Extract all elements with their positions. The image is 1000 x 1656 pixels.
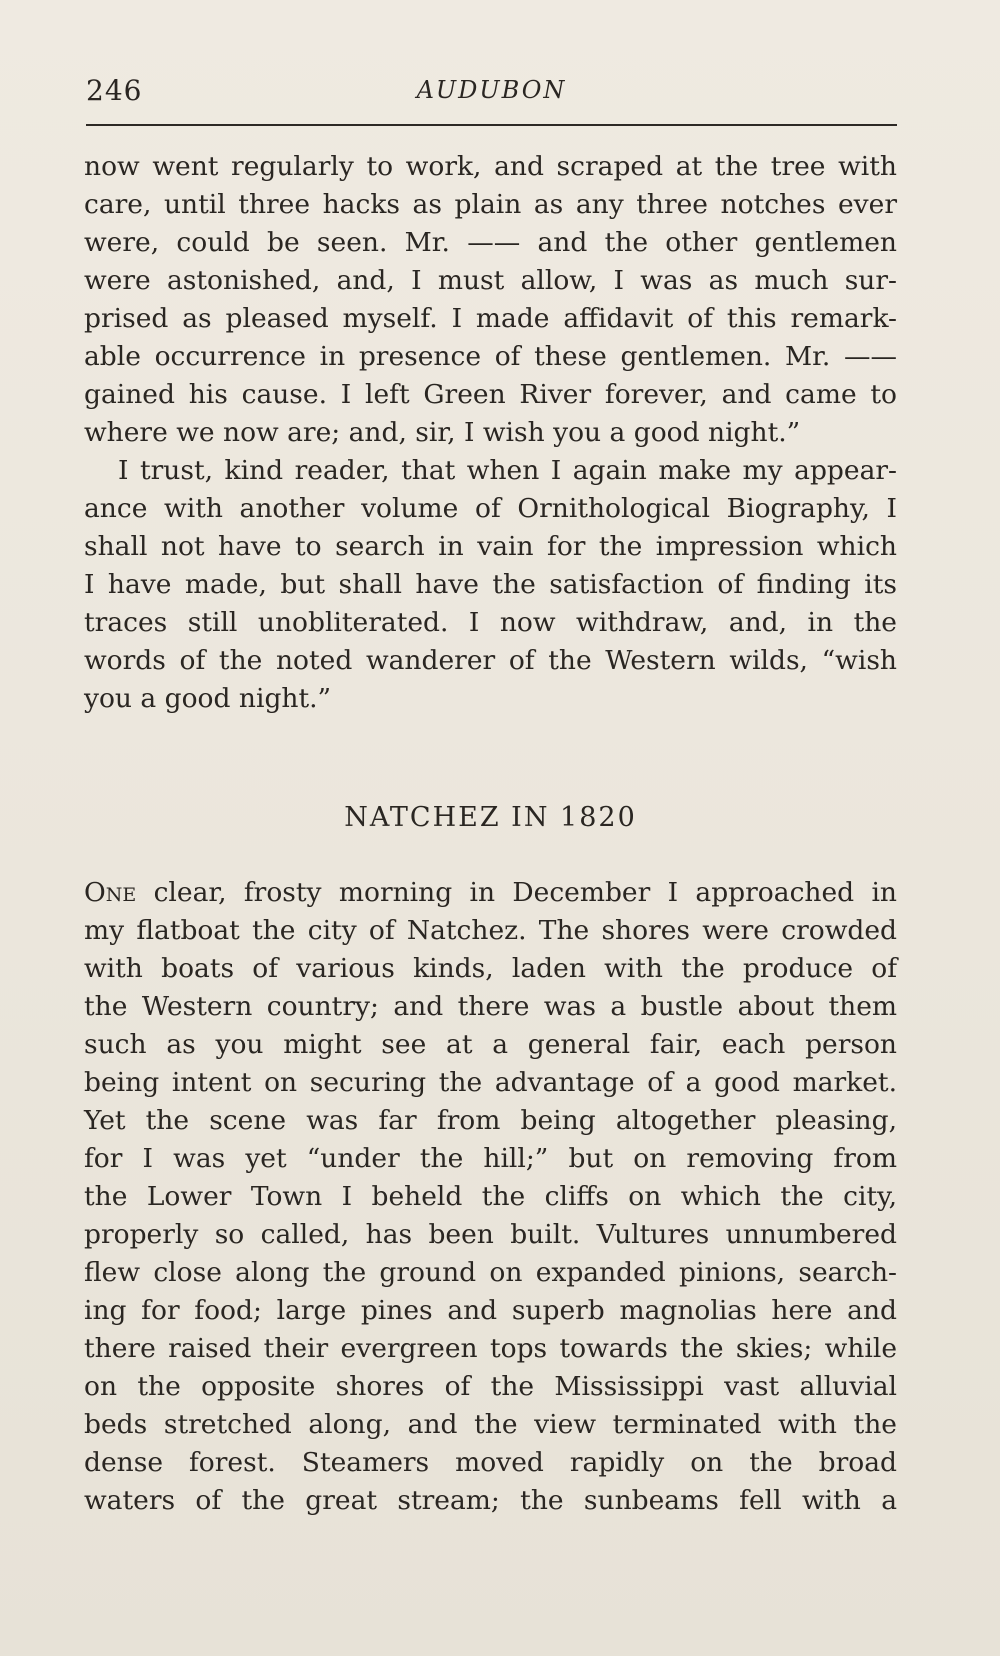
body-text-top <box>84 148 897 718</box>
text-line: being intent on securing the advantage of a good market. <box>84 1067 897 1098</box>
text-line: such as you might see at a general fair, each person <box>84 1029 897 1060</box>
text-line: on the opposite shores of the Mississippi vast alluvial <box>84 1371 897 1402</box>
text-line: with boats of various kinds, laden with the produce of <box>84 953 897 984</box>
paragraph-2 <box>84 452 897 718</box>
text-line: now went regularly to work, and scraped at the tree with <box>84 151 897 182</box>
text-line: the Western country; and there was a bustle about them <box>84 991 897 1022</box>
text-line: words of the noted wanderer of the Western wilds, “wish <box>84 645 897 676</box>
text-line: where we now are; and, sir, I wish you a good night.” <box>84 417 801 448</box>
text-line: properly so called, has been built. Vultures unnumbered <box>84 1219 897 1250</box>
text-line: were, could be seen. Mr. —— and the other gentlemen <box>84 227 897 258</box>
text-line: able occurrence in presence of these gentlemen. Mr. —— <box>84 341 897 372</box>
text-line: flew close along the ground on expanded pinions, search- <box>84 1257 897 1288</box>
text-line: care, until three hacks as plain as any three notches ever <box>84 189 897 220</box>
text-line: were astonished, and, I must allow, I was as much sur- <box>84 265 897 296</box>
text-line: ance with another volume of Ornithological Biography, I <box>84 493 897 524</box>
page-number: 246 <box>86 74 143 107</box>
text-line: you a good night.” <box>84 683 332 714</box>
text-line: I trust, kind reader, that when I again make my appear- <box>118 455 897 486</box>
running-title: AUDUBON <box>416 76 567 104</box>
text-line-first <box>84 874 897 912</box>
opening-word: One <box>84 877 137 908</box>
text-line: I have made, but shall have the satisfaction of finding its <box>84 569 897 600</box>
text-line: gained his cause. I left Green River forever, and came to <box>84 379 897 410</box>
text-line: there raised their evergreen tops towards the skies; while <box>84 1333 897 1364</box>
text-line: for I was yet “under the hill;” but on removing from <box>84 1143 897 1174</box>
section-heading: NATCHEZ IN 1820 <box>344 802 637 833</box>
text-line: dense forest. Steamers moved rapidly on the broad <box>84 1447 897 1478</box>
running-head <box>86 74 897 114</box>
header-rule <box>86 124 897 126</box>
text-line: ing for food; large pines and superb magnolias here and <box>84 1295 897 1326</box>
paragraph-1 <box>84 148 897 452</box>
text-line: my flatboat the city of Natchez. The shores were crowded <box>84 915 897 946</box>
body-text-bottom <box>84 874 897 1520</box>
text-line: Yet the scene was far from being altogether pleasing, <box>84 1105 897 1136</box>
paragraph-3 <box>84 874 897 1520</box>
text-line: shall not have to search in vain for the impression which <box>84 531 897 562</box>
text-line: traces still unobliterated. I now withdraw, and, in the <box>84 607 897 638</box>
first-line-rest: clear, frosty morning in December I approached in <box>136 877 897 908</box>
text-line: waters of the great stream; the sunbeams fell with a <box>84 1485 897 1516</box>
text-line: prised as pleased myself. I made affidavit of this remark- <box>84 303 897 334</box>
text-line: beds stretched along, and the view terminated with the <box>84 1409 897 1440</box>
text-line: the Lower Town I beheld the cliffs on which the city, <box>84 1181 897 1212</box>
